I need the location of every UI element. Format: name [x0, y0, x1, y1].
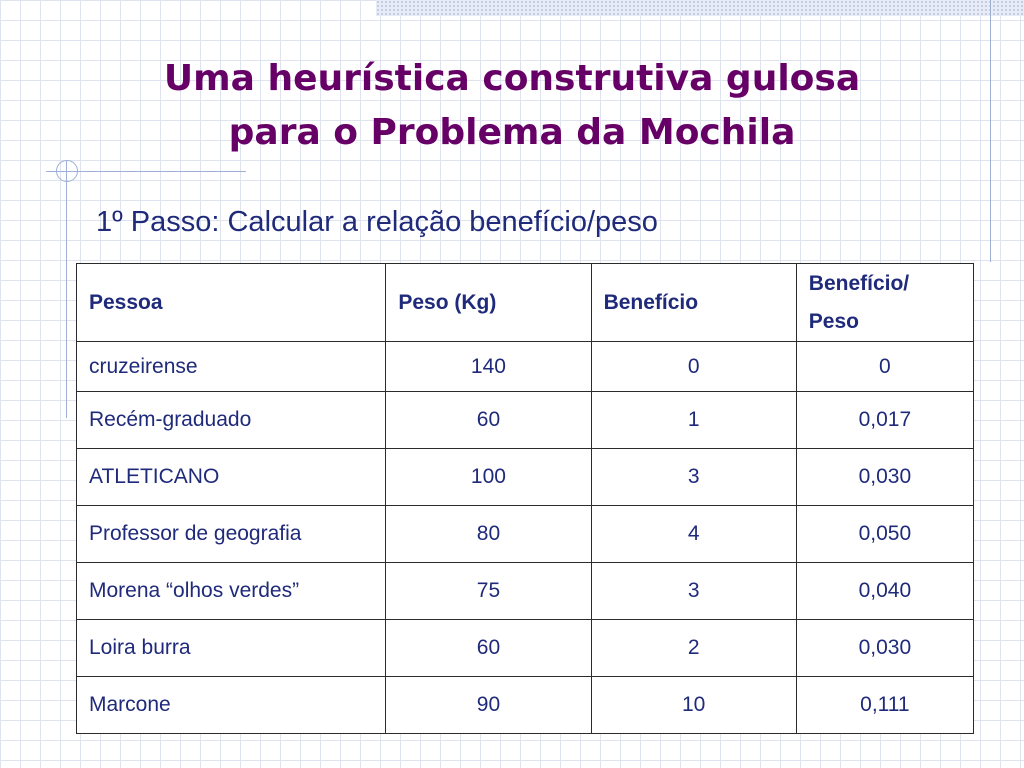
cell-peso: 100 [386, 449, 591, 506]
cell-beneficio: 3 [591, 449, 796, 506]
cell-beneficio: 2 [591, 620, 796, 677]
cell-beneficio: 0 [591, 342, 796, 392]
decorative-circle [56, 160, 78, 182]
cell-relacao: 0,017 [796, 392, 973, 449]
table-row [77, 563, 974, 620]
cell-beneficio: 3 [591, 563, 796, 620]
cell-peso: 60 [386, 392, 591, 449]
cell-peso: 60 [386, 620, 591, 677]
table-row [77, 620, 974, 677]
cell-relacao: 0,111 [796, 677, 973, 734]
cell-peso: 90 [386, 677, 591, 734]
cell-beneficio: 10 [591, 677, 796, 734]
header-relacao [796, 264, 973, 342]
cell-relacao: 0 [796, 342, 973, 392]
cell-pessoa: Professor de geografia [77, 506, 386, 563]
data-table [76, 263, 974, 734]
cell-relacao: 0,050 [796, 506, 973, 563]
cell-pessoa: Marcone [77, 677, 386, 734]
cell-pessoa: Loira burra [77, 620, 386, 677]
cell-peso: 140 [386, 342, 591, 392]
cell-beneficio: 4 [591, 506, 796, 563]
cell-relacao: 0,030 [796, 620, 973, 677]
table-header-row [77, 264, 974, 342]
cell-peso: 75 [386, 563, 591, 620]
table-row [77, 506, 974, 563]
header-peso: Peso (Kg) [386, 264, 591, 342]
cell-pessoa: ATLETICANO [77, 449, 386, 506]
header-relacao-line-1: Benefício/ [808, 271, 910, 295]
cell-beneficio: 1 [591, 392, 796, 449]
cell-relacao: 0,030 [796, 449, 973, 506]
table-row [77, 677, 974, 734]
cell-relacao: 0,040 [796, 563, 973, 620]
header-beneficio: Benefício [591, 264, 796, 342]
title-line-1: Uma heurística construtiva gulosa [163, 58, 861, 99]
cell-pessoa: Morena “olhos verdes” [77, 563, 386, 620]
slide-subtitle: 1º Passo: Calcular a relação benefício/peso [96, 206, 658, 238]
table-row [77, 392, 974, 449]
decorative-top-band [376, 0, 1024, 16]
decorative-left-vertical-line [66, 160, 67, 418]
header-relacao-line-2: Peso [808, 309, 859, 333]
slide-title [0, 52, 1024, 160]
table-row [77, 449, 974, 506]
table-row [77, 342, 974, 392]
title-line-2: para o Problema da Mochila [228, 112, 796, 153]
header-pessoa: Pessoa [77, 264, 386, 342]
cell-peso: 80 [386, 506, 591, 563]
cell-pessoa: cruzeirense [77, 342, 386, 392]
cell-pessoa: Recém-graduado [77, 392, 386, 449]
